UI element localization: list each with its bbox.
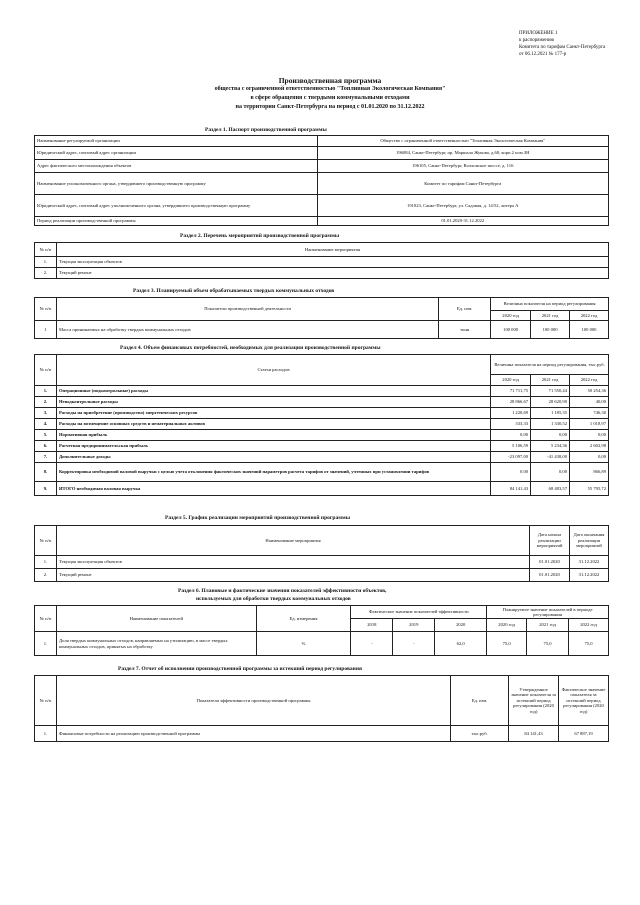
section6-heading-line1: Раздел 6. Плановые и фактические значения показателей эффективности объектов, xyxy=(178,588,387,594)
cell-num: 2. xyxy=(35,268,57,279)
cell-value: -23 097,00 xyxy=(491,452,531,463)
title-line-4: на территории Санкт-Петербурга на период с 01.01.2020 по 31.12.2022 xyxy=(235,104,425,110)
attachment-line-3: Комитета по тарифам Санкт-Петербурга xyxy=(519,45,606,50)
cell-value: 746,30 xyxy=(570,408,609,419)
section4-heading: Раздел 4. Объем финансовых потребностей, необходимых для реализации производственной программы xyxy=(120,345,381,351)
cell-num: 3. xyxy=(35,408,57,419)
col-name-header: Наименование мероприятия xyxy=(56,243,608,257)
col-num-header: № п/п xyxy=(35,298,57,321)
table-row xyxy=(35,569,609,582)
section4-table xyxy=(34,354,609,496)
cell-label: Наименование регулируемой организации xyxy=(35,136,318,147)
section3-table xyxy=(34,297,609,339)
table-row xyxy=(35,195,609,217)
cell-name: Корректировка необходимой валовой выручки с целью учета отклонения фактических значений параметров расчета тарифов от значений, учтенных при установлении тарифов xyxy=(56,463,490,482)
cell-value: 75,0 xyxy=(527,632,569,656)
col-name-header: Наименование мероприятия xyxy=(56,526,529,556)
cell-unit: тыс.руб. xyxy=(451,726,509,742)
cell-value: 71 711,75 xyxy=(491,386,531,397)
cell-name: ИТОГО необходимая валовая выручка xyxy=(56,482,490,496)
col-plan-header: Планируемое значение показателей в периоде регулирования xyxy=(487,606,609,619)
col-plan-header: Утвержденное значение показателя за истекший период регулирования (2020 год) xyxy=(509,676,559,726)
col-num-header: № п/п xyxy=(35,355,57,386)
section2-heading: Раздел 2. Перечень мероприятий производственной программы xyxy=(180,233,340,239)
year-header: 2020 год xyxy=(491,311,531,321)
section1-heading: Раздел 1. Паспорт производственной программы xyxy=(205,127,327,133)
cell-num: 1. xyxy=(35,257,57,268)
col-num-header: № п/п xyxy=(35,676,57,726)
table-row xyxy=(35,217,609,226)
cell-value: 0,00 xyxy=(570,452,609,463)
table-row xyxy=(35,441,609,452)
cell-value: 196084, Санкт-Петербург, пр. Маршала Жукова, д.68, корп.2 пом.3Н xyxy=(317,147,609,160)
cell-name: Нормативная прибыль xyxy=(56,430,490,441)
table-row xyxy=(35,386,609,397)
cell-value: 75,0 xyxy=(569,632,609,656)
table-row xyxy=(35,482,609,496)
cell-value: 1 018,97 xyxy=(570,419,609,430)
title-line-3: в сфере обращения с твердыми коммунальными отходами xyxy=(250,95,410,101)
year-header: 2022 год xyxy=(569,619,609,632)
attachment-line-2: к распоряжению xyxy=(519,38,555,43)
section5-heading: Раздел 5. График реализации мероприятий производственной программы xyxy=(165,515,350,521)
cell-start: 01.01.2020 xyxy=(530,569,570,582)
cell-value: -41 438,00 xyxy=(531,452,570,463)
cell-value: Комитет по тарифам Санкт-Петербурга xyxy=(317,173,609,195)
cell-value: - xyxy=(351,632,393,656)
section1-table xyxy=(34,135,609,226)
section7-heading: Раздел 7. Отчет об исполнении производственной программы за истекший период регулирования xyxy=(118,666,362,672)
cell-name: Масса принимаемых на обработку твердых коммунальных отходов xyxy=(56,321,438,339)
attachment-line-4: от 06.12.2021 № 177-р xyxy=(519,52,567,57)
table-header-row xyxy=(35,526,609,556)
cell-num: 5. xyxy=(35,430,57,441)
year-header: 2021 год xyxy=(531,311,570,321)
cell-unit: тонн xyxy=(439,321,491,339)
table-row xyxy=(35,397,609,408)
table-header-row xyxy=(35,355,609,375)
col-fact-header: Фактическое значение показателя за истекший период регулирования (2020 год) xyxy=(559,676,609,726)
cell-value: 866,89 xyxy=(570,463,609,482)
cell-name: Текущая эксплуатация объектов xyxy=(56,257,608,268)
cell-value: 100 000 xyxy=(491,321,531,339)
col-group-header: Величина показателя на период регулирования xyxy=(491,298,609,311)
cell-name: Финансовые потребности на реализацию производственной программы xyxy=(56,726,450,742)
table-row xyxy=(35,147,609,160)
cell-value: 1 185,35 xyxy=(531,408,570,419)
cell-unit: % xyxy=(256,632,351,656)
col-start-header: Дата начала реализации мероприятий xyxy=(530,526,570,556)
cell-num: 1. xyxy=(35,726,57,742)
cell-num: 9. xyxy=(35,482,57,496)
cell-name: Расходы на приобретение (производство) энергетических ресурсов xyxy=(56,408,490,419)
table-row xyxy=(35,556,609,569)
section6-heading-line2: используемых для обработки твердых коммунальных отходов xyxy=(196,596,351,602)
cell-label: Адрес фактического местонахождения объектов xyxy=(35,160,318,173)
col-num-header: № п/п xyxy=(35,243,57,257)
cell-value: 191023, Санкт-Петербург, ул. Садовая, д. 14/52, литера А xyxy=(317,195,609,217)
cell-value: 2 602,98 xyxy=(570,441,609,452)
cell-num: 6. xyxy=(35,441,57,452)
year-header: 2020 год xyxy=(491,375,531,386)
cell-end: 31.12.2022 xyxy=(570,569,609,582)
cell-name: Дополнительные доходы xyxy=(56,452,490,463)
cell-value: 5 106,59 xyxy=(491,441,531,452)
section7-table xyxy=(34,675,609,742)
year-header: 2018 xyxy=(351,619,393,632)
col-num-header: № п/п xyxy=(35,526,57,556)
cell-value: 0,00 xyxy=(491,463,531,482)
document-title: Производственная программа xyxy=(278,76,382,85)
table-header-row xyxy=(35,298,609,311)
col-group-header: Величина показателя на период регулирования, тыс.руб. xyxy=(491,355,609,375)
cell-label: Наименование уполномоченного органа, утвердившего производственную программу xyxy=(35,173,318,195)
col-name-header: Статьи расходов xyxy=(56,355,490,386)
year-header: 2022 год xyxy=(570,375,609,386)
cell-value: 5 234,36 xyxy=(531,441,570,452)
cell-value: 28 620,90 xyxy=(531,397,570,408)
cell-value: 100 000 xyxy=(570,321,609,339)
table-row xyxy=(35,160,609,173)
attachment-note xyxy=(519,30,634,58)
year-header: 2021 год xyxy=(527,619,569,632)
attachment-line-1: ПРИЛОЖЕНИЕ 1 xyxy=(519,31,558,36)
cell-value: - xyxy=(393,632,435,656)
cell-name: Операционные (подконтрольные) расходы xyxy=(56,386,490,397)
col-name-header: Показатели производственной деятельности xyxy=(56,298,438,321)
cell-value: 0,00 xyxy=(531,430,570,441)
cell-num: 2. xyxy=(35,397,57,408)
cell-value: 0,00 xyxy=(491,430,531,441)
section3-heading: Раздел 3. Планируемый объем обрабатываемых твердых коммунальных отходов xyxy=(133,288,335,294)
year-header: 2021 год xyxy=(531,375,570,386)
cell-value: 50 254,36 xyxy=(570,386,609,397)
cell-label: Период реализации производственной программы xyxy=(35,217,318,226)
cell-num: 8. xyxy=(35,463,57,482)
cell-name: Текущая эксплуатация объектов xyxy=(56,556,529,569)
cell-value: 71 550,44 xyxy=(531,386,570,397)
col-fact-header: Фактическое значение показателей эффективности xyxy=(351,606,487,619)
cell-start: 01.01.2020 xyxy=(530,556,570,569)
table-row xyxy=(35,632,609,656)
cell-value: 0,00 xyxy=(570,430,609,441)
cell-value: 68 483,57 xyxy=(531,482,570,496)
table-row xyxy=(35,173,609,195)
table-row xyxy=(35,257,609,268)
col-unit-header: Ед. измерения xyxy=(256,606,351,632)
table-header-row xyxy=(35,243,609,257)
section5-table xyxy=(34,525,609,582)
table-header-row xyxy=(35,606,609,619)
table-row xyxy=(35,321,609,339)
cell-value: 28 866,67 xyxy=(491,397,531,408)
cell-value: 40,00 xyxy=(570,397,609,408)
table-row xyxy=(35,419,609,430)
table-header-row xyxy=(35,676,609,726)
year-header: 2019 xyxy=(393,619,435,632)
cell-end: 31.12.2022 xyxy=(570,556,609,569)
col-unit-header: Ед. изм. xyxy=(451,676,509,726)
cell-num: 1. xyxy=(35,556,57,569)
cell-num: 1. xyxy=(35,386,57,397)
cell-num: 1. xyxy=(35,632,57,656)
cell-value: 196105, Санкт-Петербург, Волхонское шоссе, д. 116 xyxy=(317,160,609,173)
cell-value: 333,33 xyxy=(491,419,531,430)
col-name-header: Показатели эффективности производственной программы xyxy=(56,676,450,726)
cell-plan: 84 141,43 xyxy=(509,726,559,742)
year-header: 2022 год xyxy=(570,311,609,321)
cell-name: Текущий ремонт xyxy=(56,569,529,582)
cell-name: Расчетная предпринимательская прибыль xyxy=(56,441,490,452)
cell-num: 1 xyxy=(35,321,57,339)
table-row xyxy=(35,136,609,147)
cell-value: 1 220,69 xyxy=(491,408,531,419)
col-num-header: № п/п xyxy=(35,606,57,632)
col-unit-header: Ед. изм. xyxy=(439,298,491,321)
cell-name: Неподконтрольные расходы xyxy=(56,397,490,408)
cell-num: 7. xyxy=(35,452,57,463)
cell-label: Юридический адрес, почтовый адрес организации xyxy=(35,147,318,160)
cell-value: 01.01.2020-31.12.2022 xyxy=(317,217,609,226)
cell-fact: 67 887,19 xyxy=(559,726,609,742)
cell-value: 0,00 xyxy=(531,463,570,482)
cell-name: Расходы на возмещение основных средств и нематериальных активов xyxy=(56,419,490,430)
year-header: 2020 xyxy=(435,619,487,632)
section6-table xyxy=(34,605,609,656)
table-row xyxy=(35,408,609,419)
table-row xyxy=(35,430,609,441)
year-header: 2020 год xyxy=(487,619,527,632)
cell-num: 4. xyxy=(35,419,57,430)
cell-name: Доля твердых коммунальных отходов, направляемых на утилизацию, в массе твердых коммунальных отходов, принятых на обработку xyxy=(56,632,256,656)
cell-value: 75,0 xyxy=(487,632,527,656)
table-row xyxy=(35,268,609,279)
cell-value: 84 141,43 xyxy=(491,482,531,496)
cell-value: 55 795,72 xyxy=(570,482,609,496)
cell-num: 2. xyxy=(35,569,57,582)
col-name-header: Наименование показателей xyxy=(56,606,256,632)
cell-value: 100 000 xyxy=(531,321,570,339)
table-row xyxy=(35,726,609,742)
cell-value: 1 330,52 xyxy=(531,419,570,430)
title-line-2: общества с ограниченной ответственностью "Топливная Экологическая Компания" xyxy=(214,86,446,92)
col-end-header: Дата окончания реализации мероприятий xyxy=(570,526,609,556)
cell-name: Текущий ремонт xyxy=(56,268,608,279)
table-row xyxy=(35,452,609,463)
table-row xyxy=(35,463,609,482)
cell-label: Юридический адрес, почтовый адрес уполномоченного органа, утвердившего производственную программу xyxy=(35,195,318,217)
cell-value: Общество с ограниченной ответственностью "Топливная Экологическая Компания" xyxy=(317,136,609,147)
section2-table xyxy=(34,242,609,279)
cell-value: 62,0 xyxy=(435,632,487,656)
